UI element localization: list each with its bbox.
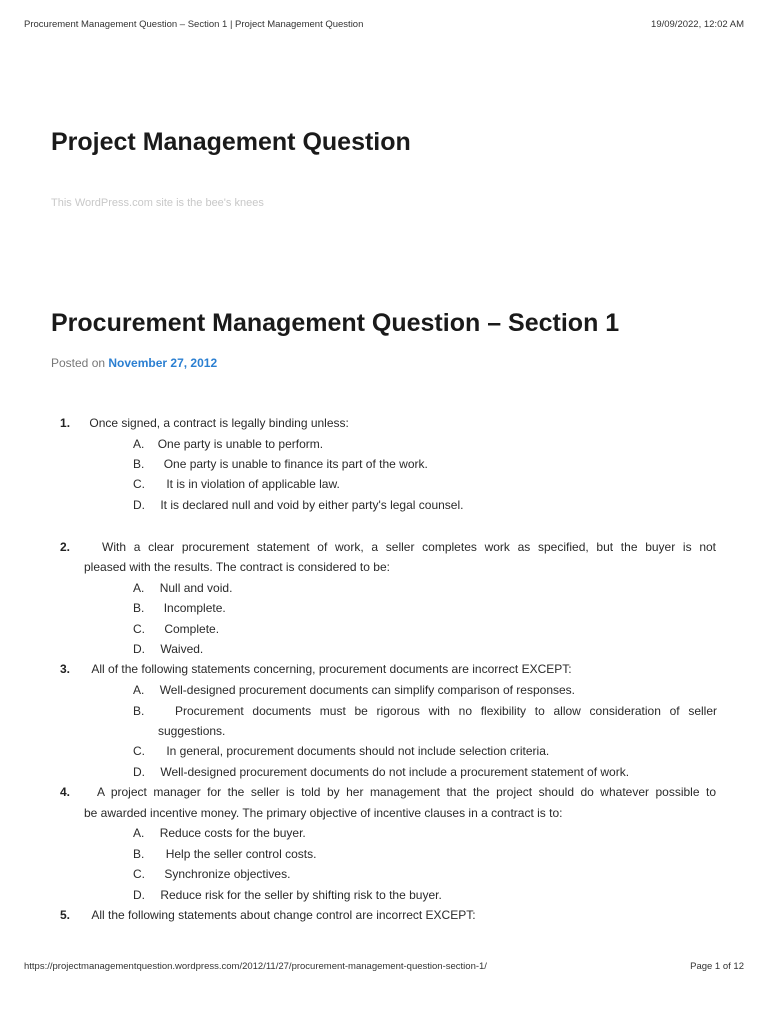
option-text: Waived. [160, 642, 204, 656]
option-text: In general, procurement documents should not include selection criteria. [166, 744, 550, 758]
option-letter: C. [133, 744, 145, 758]
option-2d [133, 641, 203, 657]
question-1: 1. Once signed, a contract is legally binding unless: [60, 416, 349, 430]
question-4-text-line2: be awarded incentive money. The primary objective of incentive clauses in a contract is to: [84, 806, 563, 820]
option-1a [133, 436, 323, 452]
option-3d [133, 764, 629, 780]
option-3b-text-line1: Procurement documents must be rigorous with no flexibility to allow consideration of seller [175, 704, 717, 718]
option-letter: A. [133, 437, 145, 451]
question-text: Once signed, a contract is legally binding unless: [89, 416, 349, 430]
option-letter: B. [133, 601, 145, 615]
option-4c [133, 866, 290, 882]
option-text: Well-designed procurement documents do not include a procurement statement of work. [160, 765, 630, 779]
option-1c [133, 476, 340, 492]
site-title[interactable]: Project Management Question [51, 128, 411, 156]
option-letter: D. [133, 765, 145, 779]
option-letter: A. [133, 683, 145, 697]
option-letter: C. [133, 622, 145, 636]
post-date-link[interactable]: November 27, 2012 [108, 356, 218, 370]
option-1b [133, 456, 428, 472]
option-text: It is declared null and void by either party's legal counsel. [160, 498, 464, 512]
option-letter: A. [133, 826, 145, 840]
option-4a [133, 825, 306, 841]
option-letter: C. [133, 477, 145, 491]
option-text: Incomplete. [163, 601, 226, 615]
post-title: Procurement Management Question – Section 1 [51, 309, 620, 337]
print-footer-url: https://projectmanagementquestion.wordpress.com/2012/11/27/procurement-management-question-section-1/ [24, 961, 487, 972]
option-text: Null and void. [159, 581, 233, 595]
option-letter: D. [133, 498, 145, 512]
question-text: All the following statements about change control are incorrect EXCEPT: [91, 908, 476, 922]
print-header [0, 19, 768, 33]
option-text: Reduce risk for the seller by shifting risk to the buyer. [160, 888, 442, 902]
option-3b-text-line2: suggestions. [158, 724, 226, 738]
print-footer-page: Page 1 of 12 [690, 961, 744, 972]
option-text: One party is unable to finance its part of the work. [163, 457, 428, 471]
option-letter: B. [133, 457, 145, 471]
question-number: 4. [60, 785, 71, 799]
print-footer [0, 961, 768, 975]
option-text: One party is unable to perform. [157, 437, 324, 451]
question-3 [60, 661, 572, 677]
option-4d [133, 887, 442, 903]
option-letter: B. [133, 847, 145, 861]
option-text: Reduce costs for the buyer. [159, 826, 306, 840]
question-text: All of the following statements concerning, procurement documents are incorrect EXCEPT: [91, 662, 572, 676]
option-letter: D. [133, 642, 145, 656]
question-number: 5. [60, 908, 71, 922]
option-2c [133, 621, 219, 637]
question-number: 2. [60, 540, 71, 554]
print-header-datetime: 19/09/2022, 12:02 AM [651, 19, 744, 30]
option-3b-letter: B. [133, 704, 145, 718]
option-2a [133, 580, 232, 596]
question-number: 3. [60, 662, 71, 676]
option-3a [133, 682, 575, 698]
option-letter: C. [133, 867, 145, 881]
option-text: Complete. [164, 622, 220, 636]
option-text: Well-designed procurement documents can simplify comparison of responses. [159, 683, 575, 697]
site-tagline: This WordPress.com site is the bee's knees [51, 197, 264, 209]
question-4-text-line1: A project manager for the seller is told by her management that the project should do whatever possible to [97, 785, 716, 799]
option-1d [133, 497, 463, 513]
question-5 [60, 907, 476, 923]
option-2b [133, 600, 226, 616]
posted-on-label: Posted on [51, 356, 106, 370]
question-2-text-line2: pleased with the results. The contract is considered to be: [84, 560, 390, 574]
option-text: It is in violation of applicable law. [166, 477, 340, 491]
option-letter: D. [133, 888, 145, 902]
option-letter: A. [133, 581, 145, 595]
option-text: Help the seller control costs. [165, 847, 317, 861]
print-header-title: Procurement Management Question – Section 1 | Project Management Question [24, 19, 364, 30]
question-2-number [60, 539, 70, 555]
question-2-text-line1: With a clear procurement statement of work, a seller completes work as specified, but the buyer is not [102, 540, 716, 554]
option-4b [133, 846, 316, 862]
option-3c [133, 743, 549, 759]
option-text: Synchronize objectives. [164, 867, 291, 881]
posted-on [51, 356, 217, 370]
question-number: 1 [60, 416, 67, 430]
question-4-number [60, 784, 70, 800]
